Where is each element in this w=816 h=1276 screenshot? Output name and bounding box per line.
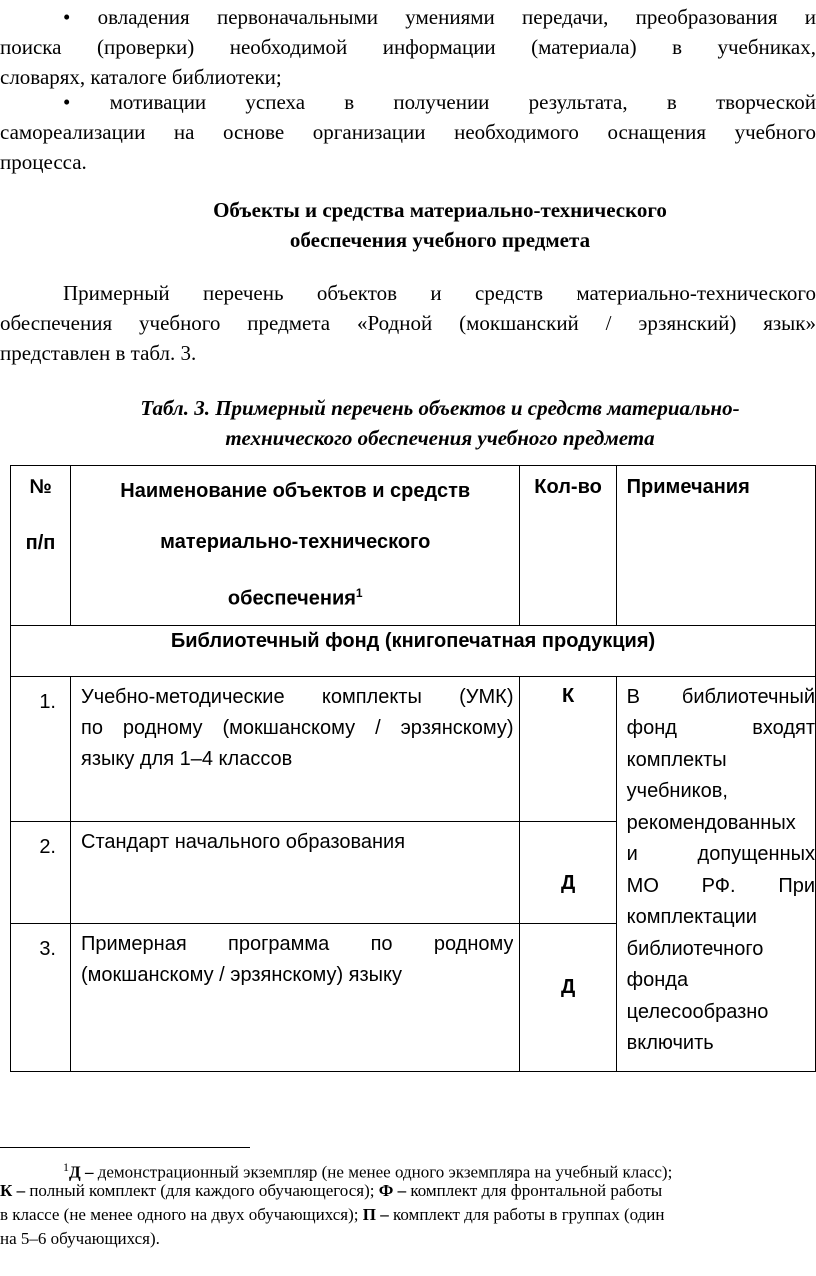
caption-line: Табл. 3. Примерный перечень объектов и средств материально- <box>140 396 740 420</box>
row-name-line: (мокшанскому / эрзянскому) языку <box>81 963 403 986</box>
header-notes: Примечания <box>616 466 815 626</box>
footnote-text: комплект для фронтальной работы <box>410 1181 663 1200</box>
header-number <box>11 466 71 626</box>
text-line: • овладения первоначальными умениями передачи, преобразования и <box>63 5 816 29</box>
row-name-line: языку для 1–4 классов <box>81 747 293 770</box>
table-row <box>11 676 816 821</box>
text-line: самореализации на основе организации необходимого оснащения учебного <box>0 120 816 144</box>
bullet-paragraph-2 <box>0 87 816 177</box>
notes-line: учебников, <box>626 780 728 803</box>
footnote-ref: 1 <box>355 586 363 600</box>
table-caption <box>0 393 816 453</box>
row-number: 3. <box>11 923 71 1071</box>
row-name-line: Учебно-методические комплекты (УМК) <box>81 685 514 708</box>
row-name <box>71 676 520 821</box>
footnote-text: в классе (не менее одного на двух обучающихся); <box>0 1205 359 1224</box>
row-name <box>71 923 520 1071</box>
heading-line: Объекты и средства материально-технического <box>213 198 667 222</box>
header-name-line <box>71 568 519 625</box>
section-heading <box>0 195 816 255</box>
footnote-text: демонстрационный экземпляр (не менее одного экземпляра на учебный класс); <box>97 1162 673 1182</box>
text-line: обеспечения учебного предмета «Родной (мокшанский / эрзянский) язык» <box>0 311 816 335</box>
notes-line: комплектации <box>626 906 757 929</box>
footnote-line <box>0 1156 816 1180</box>
row-qty: Д <box>520 923 616 1071</box>
row-number: 1. <box>11 676 71 821</box>
text-line: Примерный перечень объектов и средств материально-технического <box>63 281 816 305</box>
footnote <box>0 1156 816 1252</box>
text-line: представлен в табл. 3. <box>0 341 197 365</box>
heading-line: обеспечения учебного предмета <box>289 228 591 252</box>
footnote-line <box>0 1204 816 1228</box>
row-notes <box>616 676 815 1071</box>
text-line: словарях, каталоге библиотеки; <box>0 65 282 89</box>
header-qty: Кол-во <box>520 466 616 626</box>
row-qty: К <box>520 676 616 821</box>
header-name <box>71 466 520 626</box>
notes-line: фонда <box>626 969 689 992</box>
notes-line: и допущенных <box>626 843 815 866</box>
notes-line: МО РФ. При <box>626 874 815 897</box>
footnote-mark: 1 <box>63 1160 69 1174</box>
row-name: Стандарт начального образования <box>71 821 520 923</box>
footnote-term: К – <box>0 1181 26 1200</box>
row-number: 2. <box>11 821 71 923</box>
table-header-row <box>11 466 816 626</box>
header-name-line: материально-технического <box>160 531 431 553</box>
row-name-line: Примерная программа по родному <box>81 932 514 955</box>
text-line: • мотивации успеха в получении результата, в творческой <box>63 90 816 114</box>
footnote-line: на 5–6 обучающихся). <box>0 1229 160 1248</box>
header-name-line: Наименование объектов и средств <box>120 480 471 502</box>
footnote-term: П – <box>362 1205 389 1224</box>
row-qty: Д <box>520 821 616 923</box>
caption-line: технического обеспечения учебного предмета <box>225 426 655 450</box>
section-library-fund: Библиотечный фонд (книгопечатная продукция) <box>11 625 816 676</box>
table-section-row <box>11 625 816 676</box>
notes-line: включить <box>626 1032 714 1055</box>
bullet-paragraph-1 <box>0 2 816 92</box>
notes-line: фонд входят <box>626 717 815 740</box>
footnote-term: Д – <box>69 1162 94 1182</box>
row-name-line: по родному (мокшанскому / эрзянскому) <box>81 716 514 739</box>
header-number-pp: п/п <box>25 532 56 554</box>
footnote-text: комплект для работы в группах (один <box>392 1205 665 1224</box>
footnote-line <box>0 1180 816 1204</box>
footnote-term: Ф – <box>378 1181 407 1200</box>
header-number-sign: № <box>29 476 52 498</box>
footnote-text: полный комплект (для каждого обучающегося); <box>29 1181 375 1200</box>
header-name-text: обеспечения <box>227 587 356 610</box>
notes-line: комплекты <box>626 748 727 771</box>
notes-line: целесообразно <box>626 1000 769 1023</box>
footnote-separator <box>0 1147 250 1148</box>
notes-line: рекомендованных <box>626 811 796 834</box>
notes-line: библиотечного <box>626 937 764 960</box>
body-paragraph <box>0 278 816 368</box>
notes-line: В библиотечный <box>626 685 815 708</box>
text-line: поиска (проверки) необходимой информации (материала) в учебниках, <box>0 35 816 59</box>
materials-table <box>10 465 816 1072</box>
text-line: процесса. <box>0 150 87 174</box>
